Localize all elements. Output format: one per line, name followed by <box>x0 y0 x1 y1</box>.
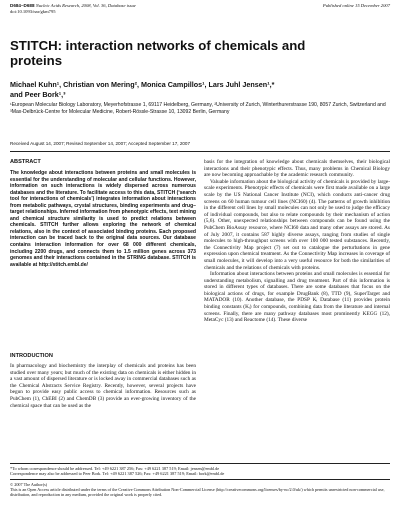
abstract-text: The knowledge about interactions between proteins and small molecules is essential for the understanding of molecular and cellular functions. However, information on such interactions is widely dispersed across numerous databases and the literature. To facilitate access to this data, STITCH (‘search tool for interactions of chemicals’) integrates information about interactions from metabolic pathways, crystal structures, binding experiments and drug–target relationships. Inferred information from phenotypic effects, text mining and chemical structure similarity is used to predict relations between chemicals. STITCH further allows exploring the network of chemical relations, also in the context of associated binding proteins. Each proposed interaction can be traced back to the original data sources. Our database contains interaction information for over 68 000 different chemicals, including 2200 drugs, and connects them to 1.5 million genes across 373 genomes and their interactions contained in the STRING database. STITCH is available at http://stitch.embl.de/ <box>10 170 196 268</box>
copyright-divider <box>10 479 390 480</box>
doi: doi:10.1093/nar/gkm795 <box>10 9 56 14</box>
copyright-block <box>10 482 390 498</box>
received-dates: Received August 14, 2007; Revised September 14, 2007; Accepted September 17, 2007 <box>10 141 191 146</box>
affiliations: ¹European Molecular Biology Laboratory, Meyerhofstrasse 1, 69117 Heidelberg, Germany, ²University of Zurich, Winterthurerstrasse 190, 8057 Zurich, Switzerland and ³Max-Delbrück-Centre for Molecular Medicine, Robert-Rössle-Strasse 10, 13092 Berlin, Germany <box>10 102 386 115</box>
introduction-heading: INTRODUCTION <box>10 353 53 359</box>
page-range: D684–D688 <box>10 3 35 8</box>
published-date: Published online 15 December 2007 <box>322 3 390 8</box>
author-list <box>10 80 390 99</box>
footnotes <box>10 466 390 477</box>
right-paragraph-1: basis for the integration of knowledge about chemicals themselves, their biological interactions and their phenotypic effects. Thus, many problems in Chemical Biology are now becoming approachable by the academic research community. <box>204 159 390 179</box>
correspondence-1: *To whom correspondence should be addressed. Tel: +49 6221 387 256; Fax: +49 6221 387 519; Email: jensen@embl.de <box>10 466 220 471</box>
license-text: This is an Open Access article distributed under the terms of the Creative Commons Attribution Non-Commercial License (http://creativecommons.org/licenses/by-nc/2.0/uk/) which permits unrestricted non-commercial use, distribution, and reproduction in any medium, provided the original work is properly cited. <box>10 487 385 498</box>
authors-line-1: Michael Kuhn¹, Christian von Mering², Monica Campillos¹, Lars Juhl Jensen¹,* <box>10 80 275 89</box>
footnote-divider <box>10 463 390 464</box>
abstract-heading: ABSTRACT <box>10 159 41 165</box>
paper-title: STITCH: interaction networks of chemicals and proteins <box>10 38 306 68</box>
header-divider <box>10 151 390 152</box>
right-paragraph-2: Valuable information about the biological activity of chemicals is provided by large-scale experiments. Phenotypic effects of chemicals were first made available on a large scale by the US National Cancer Institute (NCI), which conducts anti-cancer drug screens on 60 human tumour cell lines (NCI60) (4). The patterns of growth inhibition in the different cell lines by small molecules can not only be used to judge the efficacy of individual compounds, but also to relate compounds by their mechanism of action (5,6). Other, unexpected relationships between compounds can be found using the PubChem BioAssay resource, where NCI60 data and many other assays are stored. As of July 2007, it contains 587 highly diverse assays, ranging from studies of single molecules to high-throughput screens with over 100 000 tested substances. Recently, the Connectivity Map project (7) set out to catalogue the perturbations in gene expression upon chemical treatment. As the Connectivity Map increases in coverage of small molecules, it will develop into a very useful resource for both the similarities of chemicals and the relations of chemicals with proteins. <box>204 178 390 271</box>
running-header-left <box>10 3 136 15</box>
authors-line-2: and Peer Bork¹,³ <box>10 89 66 99</box>
introduction-text: In pharmacology and biochemistry the interplay of chemicals and proteins has been studied over many years; but much of the existing data on chemicals is either hidden in a vast amount of dispersed literature or is locked away in commercial databases such as the Chemical Abstracts Service Registry. Recently, however, several projects have begun to provide easy public access to chemical information. Resources such as PubChem (1), ChEBI (2) and ChemDB (3) provide an ever-growing inventory of the chemical space that can be used as the <box>10 363 196 409</box>
copyright-line: © 2007 The Author(s) <box>10 482 48 487</box>
right-column <box>204 159 390 324</box>
correspondence-2: Correspondence may also be addressed to Peer Bork. Tel: +49 6221 387 526; Fax: +49 6221 387 519; Email: bork@embl.de <box>10 471 225 477</box>
journal-citation: Nucleic Acids Research, 2008, Vol. 36, Database issue <box>35 3 136 8</box>
right-paragraph-3: Information about interactions between proteins and small molecules is essential for understanding metabolism, signalling and drug treatment. Part of this information is stored in different types of databases. There are some databases that focus on the biological actions of drugs, for example DrugBank (8), TTD (9), SuperTarget and MATADOR (10). Another database, the PDSP Kᵢ Database (11) provides protein binding constants (Kᵢ) for compounds, combining data from the literature and internal screens. Finally, there are many pathway databases most prominently KEGG (12), MetaCyc (13) and Reactome (14). These diverse <box>204 271 390 324</box>
